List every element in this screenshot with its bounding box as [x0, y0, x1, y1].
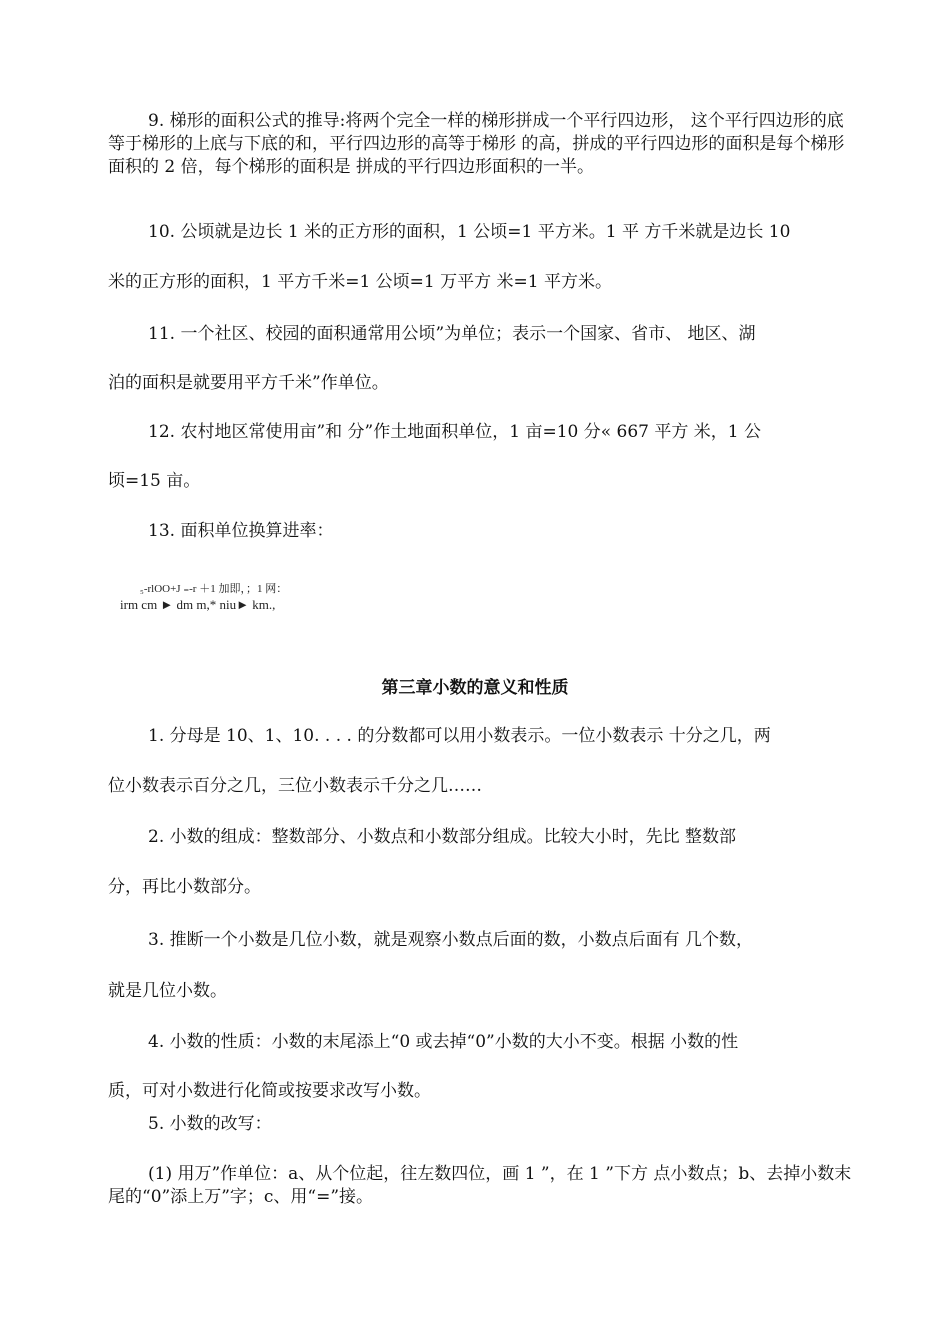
item-5: 5. 小数的改写：	[148, 1114, 272, 1134]
paragraph-12-line1: 12. 农村地区常使用亩”和 分”作土地面积单位，1 亩=10 分« 667 平方 米，1 公	[148, 422, 762, 442]
item-2-line1: 2. 小数的组成：整数部分、小数点和小数部分组成。比较大小时，先比 整数部	[148, 827, 737, 847]
paragraph-13: 13. 面积单位换算进率：	[148, 521, 334, 541]
item-5-sub-1: (1) 用万”作单位：a、从个位起，往左数四位，画 1 ”，在 1 ”下方 点小数点；b、去掉小数末尾的“0”添上万”字；c、用“=”接。	[108, 1164, 852, 1207]
unit-conversion-formula-bottom: irm cm ► dm m,* niu► km.,	[120, 597, 276, 612]
item-3-line1: 3. 推断一个小数是几位小数，就是观察小数点后面的数，小数点后面有 几个数，	[148, 930, 754, 950]
unit-conversion-formula-top: ₅-rlOO+J ₌-r ＋1 加即，；1 网：	[140, 583, 288, 595]
paragraph-12-line2: 顷=15 亩。	[108, 471, 201, 491]
paragraph-9: 9. 梯形的面积公式的推导:将两个完全一样的梯形拼成一个平行四边形， 这个平行四边形的底等于梯形的上底与下底的和，平行四边形的高等于梯形 的高，拼成的平行四边形的面积是每个梯形面积的 2 倍，每个梯形的面积是 拼成的平行四边形面积的一半。	[108, 111, 845, 177]
chapter-title: 第三章小数的意义和性质	[381, 678, 569, 698]
item-4-line1: 4. 小数的性质：小数的末尾添上“0 或去掉“0”小数的大小不变。根据 小数的性	[148, 1032, 739, 1052]
item-2-line2: 分，再比小数部分。	[108, 877, 261, 897]
item-3-line2: 就是几位小数。	[108, 981, 227, 1001]
paragraph-11-line2: 泊的面积是就要用平方千米”作单位。	[108, 373, 389, 393]
item-1-line1: 1. 分母是 10、1、10. . . . 的分数都可以用小数表示。一位小数表示 十分之几，两	[148, 726, 771, 746]
item-1-line2: 位小数表示百分之几，三位小数表示千分之几……	[108, 776, 482, 796]
paragraph-10-line1: 10. 公顷就是边长 1 米的正方形的面积，1 公顷=1 平方米。1 平 方千米就是边长 10	[148, 222, 791, 242]
item-4-line2: 质，可对小数进行化简或按要求改写小数。	[108, 1081, 431, 1101]
paragraph-10-line2: 米的正方形的面积，1 平方千米=1 公顷=1 万平方 米=1 平方米。	[108, 272, 613, 292]
paragraph-11-line1: 11. 一个社区、校园的面积通常用公顷”为单位；表示一个国家、省市、 地区、湖	[148, 324, 756, 344]
